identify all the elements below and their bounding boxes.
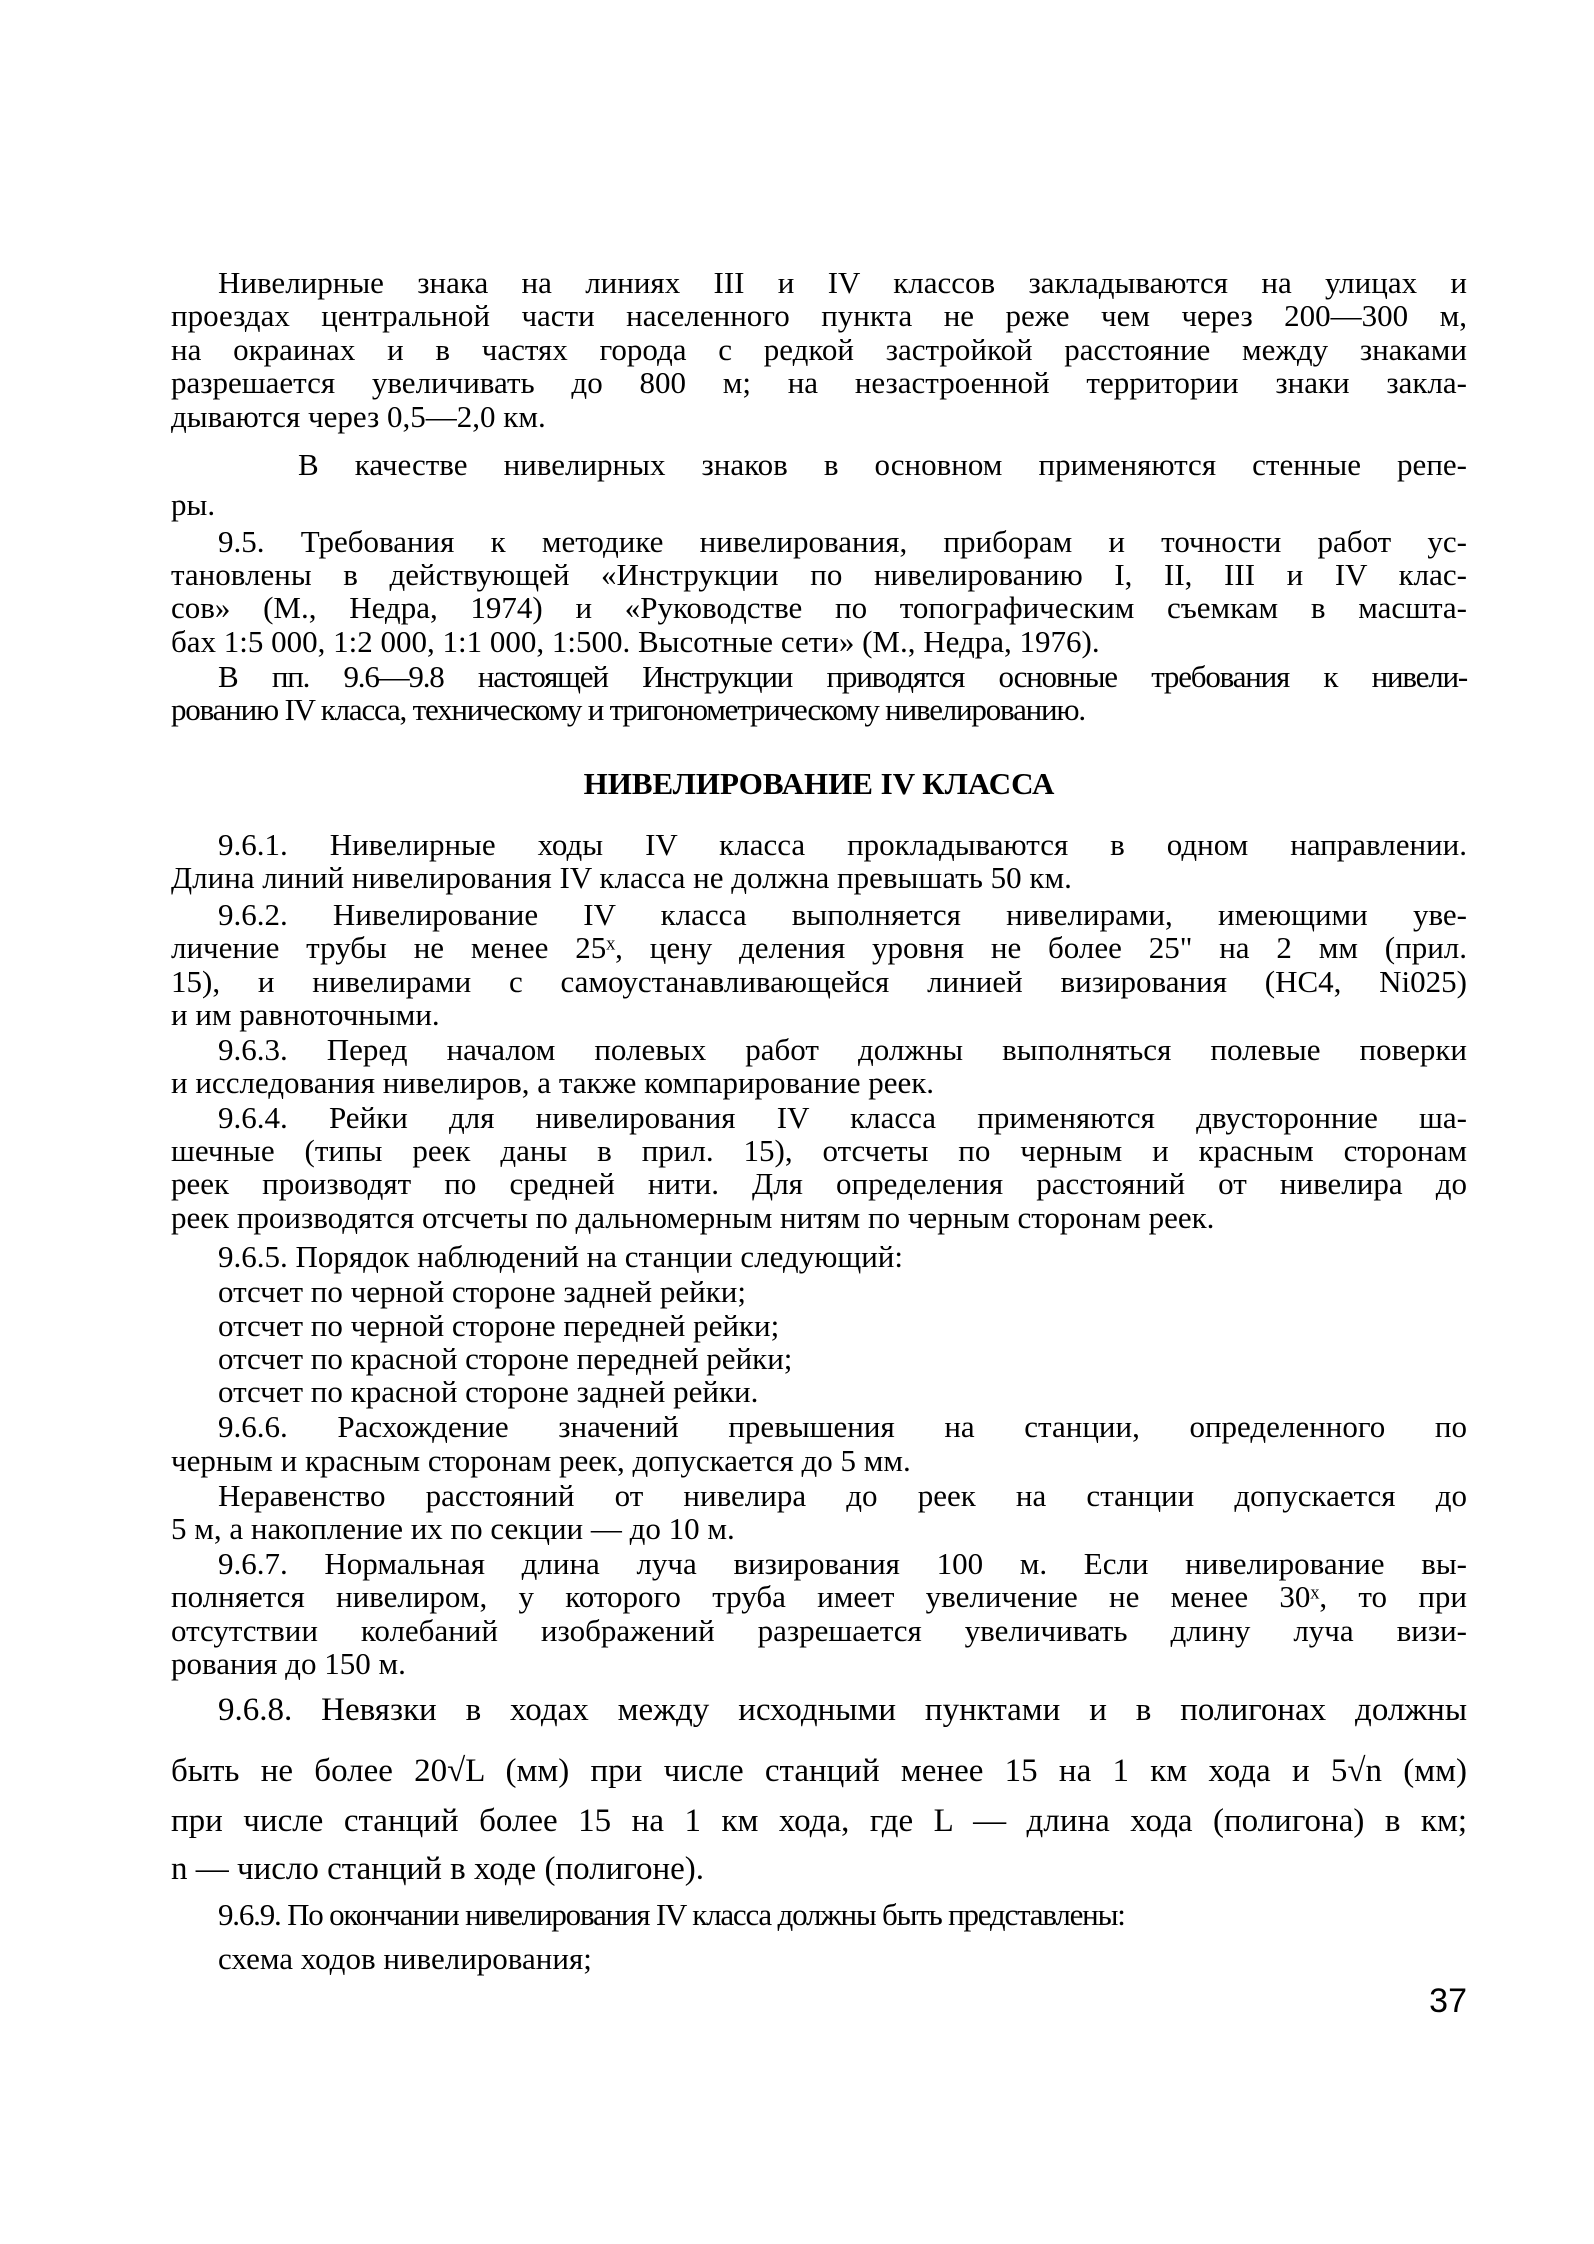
text-line: 9.6.1. Нивелирные ходы IV класса прокладываются в одном направлении.: [218, 827, 1467, 862]
text-line: 9.6.9. По окончании нивелирования IV класса должны быть представлены:: [218, 1897, 1125, 1932]
text-line: быть не более 20√L (мм) при числе станций менее 15 на 1 км хода и 5√n (мм): [171, 1753, 1467, 1789]
page-number: 37: [1429, 1982, 1467, 2020]
text-line: 9.6.3. Перед началом полевых работ должны выполняться полевые поверки: [218, 1032, 1467, 1067]
text-line: 15), и нивелирами с самоустанавливающейся линией визирования (НС4, Ni025): [171, 964, 1467, 999]
text-line: схема ходов нивелирования;: [218, 1941, 592, 1976]
text-line: реек производятся отсчеты по дальномерным нитям по черным сторонам реек.: [171, 1200, 1215, 1235]
text-line: реек производят по средней нити. Для определения расстояний от нивелира до: [171, 1166, 1467, 1201]
text-line: тановлены в действующей «Инструкции по нивелированию I, II, III и IV клас-: [171, 557, 1467, 592]
text-line: на окраинах и в частях города с редкой застройкой расстояние между знаками: [171, 332, 1467, 367]
text-line: 5 м, а накопление их по секции — до 10 м.: [171, 1511, 735, 1546]
text-line: ры.: [171, 487, 216, 522]
text-line: и исследования нивелиров, а также компарирование реек.: [171, 1065, 935, 1100]
text-line: полняется нивелиром, у которого труба имеет увеличение не менее 30ˣ, то при: [171, 1579, 1467, 1614]
text-line: отсчет по черной стороне задней рейки;: [218, 1274, 746, 1309]
text-line: черным и красным сторонам реек, допускается до 5 мм.: [171, 1443, 911, 1478]
text-line: В пп. 9.6—9.8 настоящей Инструкции приводятся основные требования к нивели-: [218, 659, 1467, 694]
text-line: 9.6.5. Порядок наблюдений на станции следующий:: [218, 1239, 904, 1274]
section-heading: НИВЕЛИРОВАНИЕ IV КЛАССА: [583, 766, 1055, 801]
text-line: разрешается увеличивать до 800 м; на незастроенной территории знаки закла-: [171, 365, 1467, 400]
text-line: 9.6.8. Невязки в ходах между исходными пунктами и в полигонах должны: [218, 1692, 1467, 1728]
text-line: 9.6.7. Нормальная длина луча визирования 100 м. Если нивелирование вы-: [218, 1546, 1467, 1581]
text-line: проездах центральной части населенного пункта не реже чем через 200—300 м,: [171, 298, 1467, 333]
text-line: отсчет по красной стороне задней рейки.: [218, 1374, 759, 1409]
text-line: отсчет по красной стороне передней рейки;: [218, 1341, 793, 1376]
text-line: бах 1:5 000, 1:2 000, 1:1 000, 1:500. Высотные сети» (М., Недра, 1976).: [171, 624, 1100, 659]
text-line: отсчет по черной стороне передней рейки;: [218, 1308, 780, 1343]
text-line: В качестве нивелирных знаков в основном применяются стенные репе-: [298, 447, 1467, 482]
text-line: при числе станций более 15 на 1 км хода, где L — длина хода (полигона) в км;: [171, 1803, 1467, 1839]
text-line: и им равноточными.: [171, 997, 440, 1032]
text-line: 9.6.6. Расхождение значений превышения на станции, определенного по: [218, 1409, 1467, 1444]
text-line: сов» (М., Недра, 1974) и «Руководстве по топографическим съемкам в масшта-: [171, 590, 1467, 625]
text-line: отсутствии колебаний изображений разрешается увеличивать длину луча визи-: [171, 1613, 1467, 1648]
text-line: рования до 150 м.: [171, 1646, 406, 1681]
text-line: 9.6.2. Нивелирование IV класса выполняется нивелирами, имеющими уве-: [218, 897, 1467, 932]
text-line: Длина линий нивелирования IV класса не должна превышать 50 км.: [171, 860, 1072, 895]
text-line: Нивелирные знака на линиях III и IV классов закладываются на улицах и: [218, 265, 1467, 300]
text-line: шечные (типы реек даны в прил. 15), отсчеты по черным и красным сторонам: [171, 1133, 1467, 1168]
text-line: рованию IV класса, техническому и тригонометрическому нивелированию.: [171, 692, 1085, 727]
text-line: Неравенство расстояний от нивелира до реек на станции допускается до: [218, 1478, 1467, 1513]
text-line: n — число станций в ходе (полигоне).: [171, 1851, 705, 1887]
text-line: дываются через 0,5—2,0 км.: [171, 399, 546, 434]
text-line: 9.5. Требования к методике нивелирования, приборам и точности работ ус-: [218, 524, 1467, 559]
text-line: 9.6.4. Рейки для нивелирования IV класса применяются двусторонние ша-: [218, 1100, 1467, 1135]
text-line: личение трубы не менее 25ˣ, цену деления уровня не более 25" на 2 мм (прил.: [171, 930, 1467, 965]
